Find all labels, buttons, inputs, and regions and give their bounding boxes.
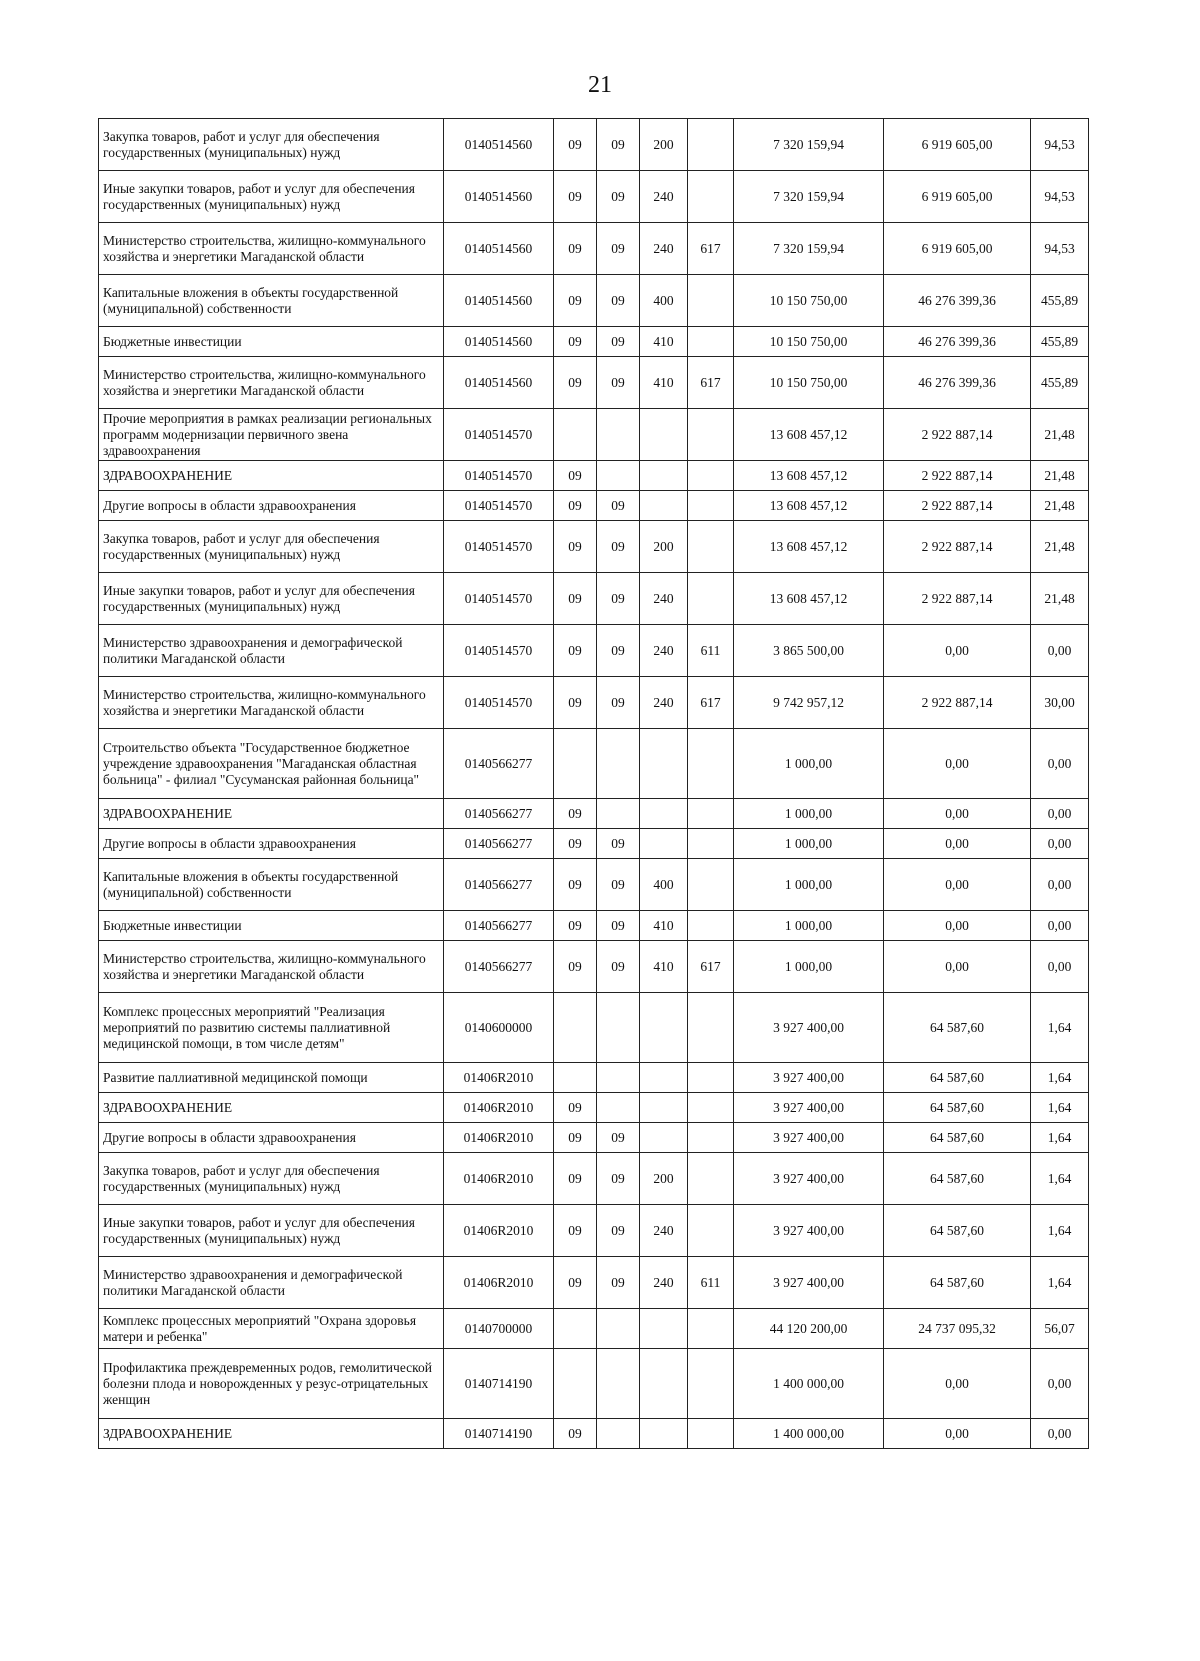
row-name-cell: Комплекс процессных мероприятий "Охрана здоровья матери и ребенка"	[99, 1309, 444, 1349]
expense-type-cell: 240	[640, 171, 688, 223]
table-row	[99, 521, 1089, 573]
execution-percent-cell: 455,89	[1031, 275, 1089, 327]
planned-amount-cell: 3 927 400,00	[734, 993, 884, 1063]
expense-type-cell: 400	[640, 275, 688, 327]
target-code-cell: 01406R2010	[444, 1093, 554, 1123]
target-code-cell: 0140566277	[444, 799, 554, 829]
execution-percent-cell: 0,00	[1031, 941, 1089, 993]
actual-amount-cell: 64 587,60	[884, 1257, 1031, 1309]
row-name-cell: Иные закупки товаров, работ и услуг для обеспечения государственных (муниципальных) нужд	[99, 171, 444, 223]
row-name-cell: Министерство здравоохранения и демографической политики Магаданской области	[99, 625, 444, 677]
actual-amount-cell: 46 276 399,36	[884, 275, 1031, 327]
administrator-cell	[688, 491, 734, 521]
expense-type-cell	[640, 1093, 688, 1123]
subsection-cell: 09	[597, 573, 640, 625]
planned-amount-cell: 13 608 457,12	[734, 409, 884, 461]
administrator-cell	[688, 1419, 734, 1449]
expense-type-cell: 240	[640, 573, 688, 625]
actual-amount-cell: 46 276 399,36	[884, 327, 1031, 357]
section-cell: 09	[554, 573, 597, 625]
subsection-cell: 09	[597, 1153, 640, 1205]
actual-amount-cell: 6 919 605,00	[884, 223, 1031, 275]
expense-type-cell	[640, 1063, 688, 1093]
subsection-cell: 09	[597, 1205, 640, 1257]
section-cell: 09	[554, 941, 597, 993]
table-body	[99, 119, 1089, 1449]
expense-type-cell	[640, 729, 688, 799]
expense-type-cell	[640, 1123, 688, 1153]
administrator-cell	[688, 521, 734, 573]
table-row	[99, 1309, 1089, 1349]
section-cell: 09	[554, 1153, 597, 1205]
expense-type-cell: 400	[640, 859, 688, 911]
subsection-cell	[597, 993, 640, 1063]
table-row	[99, 357, 1089, 409]
table-row	[99, 829, 1089, 859]
actual-amount-cell: 2 922 887,14	[884, 409, 1031, 461]
expense-type-cell: 200	[640, 1153, 688, 1205]
target-code-cell: 01406R2010	[444, 1257, 554, 1309]
planned-amount-cell: 7 320 159,94	[734, 223, 884, 275]
expense-type-cell	[640, 1349, 688, 1419]
subsection-cell	[597, 1093, 640, 1123]
section-cell: 09	[554, 829, 597, 859]
table-row	[99, 1123, 1089, 1153]
target-code-cell: 0140514570	[444, 625, 554, 677]
administrator-cell	[688, 1093, 734, 1123]
execution-percent-cell: 1,64	[1031, 1123, 1089, 1153]
row-name-cell: Капитальные вложения в объекты государственной (муниципальной) собственности	[99, 275, 444, 327]
execution-percent-cell: 0,00	[1031, 625, 1089, 677]
expense-type-cell: 410	[640, 941, 688, 993]
expense-type-cell	[640, 829, 688, 859]
administrator-cell	[688, 275, 734, 327]
target-code-cell: 0140714190	[444, 1349, 554, 1419]
table-row	[99, 327, 1089, 357]
section-cell	[554, 409, 597, 461]
row-name-cell: Бюджетные инвестиции	[99, 327, 444, 357]
target-code-cell: 0140566277	[444, 859, 554, 911]
administrator-cell	[688, 327, 734, 357]
table-row	[99, 223, 1089, 275]
subsection-cell: 09	[597, 275, 640, 327]
target-code-cell: 0140514560	[444, 119, 554, 171]
table-row	[99, 491, 1089, 521]
actual-amount-cell: 2 922 887,14	[884, 677, 1031, 729]
expense-type-cell: 240	[640, 625, 688, 677]
planned-amount-cell: 13 608 457,12	[734, 461, 884, 491]
planned-amount-cell: 44 120 200,00	[734, 1309, 884, 1349]
target-code-cell: 0140514570	[444, 409, 554, 461]
administrator-cell	[688, 1309, 734, 1349]
expense-type-cell	[640, 409, 688, 461]
planned-amount-cell: 3 927 400,00	[734, 1123, 884, 1153]
target-code-cell: 0140600000	[444, 993, 554, 1063]
section-cell: 09	[554, 1205, 597, 1257]
planned-amount-cell: 10 150 750,00	[734, 357, 884, 409]
actual-amount-cell: 64 587,60	[884, 1153, 1031, 1205]
actual-amount-cell: 64 587,60	[884, 993, 1031, 1063]
section-cell	[554, 1349, 597, 1419]
actual-amount-cell: 0,00	[884, 911, 1031, 941]
administrator-cell: 617	[688, 357, 734, 409]
actual-amount-cell: 0,00	[884, 729, 1031, 799]
section-cell: 09	[554, 677, 597, 729]
execution-percent-cell: 30,00	[1031, 677, 1089, 729]
expense-type-cell	[640, 993, 688, 1063]
execution-percent-cell: 21,48	[1031, 409, 1089, 461]
execution-percent-cell: 0,00	[1031, 911, 1089, 941]
row-name-cell: Министерство строительства, жилищно-коммунального хозяйства и энергетики Магаданской области	[99, 941, 444, 993]
section-cell: 09	[554, 491, 597, 521]
subsection-cell	[597, 1349, 640, 1419]
subsection-cell: 09	[597, 911, 640, 941]
planned-amount-cell: 13 608 457,12	[734, 573, 884, 625]
target-code-cell: 0140566277	[444, 829, 554, 859]
execution-percent-cell: 1,64	[1031, 1257, 1089, 1309]
target-code-cell: 0140514570	[444, 677, 554, 729]
table-row	[99, 625, 1089, 677]
subsection-cell: 09	[597, 327, 640, 357]
administrator-cell	[688, 461, 734, 491]
administrator-cell	[688, 911, 734, 941]
actual-amount-cell: 0,00	[884, 859, 1031, 911]
execution-percent-cell: 1,64	[1031, 993, 1089, 1063]
target-code-cell: 0140714190	[444, 1419, 554, 1449]
administrator-cell	[688, 859, 734, 911]
planned-amount-cell: 3 927 400,00	[734, 1063, 884, 1093]
execution-percent-cell: 21,48	[1031, 573, 1089, 625]
expense-type-cell	[640, 491, 688, 521]
row-name-cell: Комплекс процессных мероприятий "Реализация мероприятий по развитию системы паллиативной медицинской помощи, в том числе детям"	[99, 993, 444, 1063]
target-code-cell: 0140514560	[444, 223, 554, 275]
expense-type-cell	[640, 461, 688, 491]
execution-percent-cell: 455,89	[1031, 327, 1089, 357]
planned-amount-cell: 1 400 000,00	[734, 1349, 884, 1419]
section-cell: 09	[554, 461, 597, 491]
subsection-cell: 09	[597, 1257, 640, 1309]
planned-amount-cell: 10 150 750,00	[734, 275, 884, 327]
actual-amount-cell: 6 919 605,00	[884, 119, 1031, 171]
row-name-cell: Министерство здравоохранения и демографической политики Магаданской области	[99, 1257, 444, 1309]
section-cell: 09	[554, 275, 597, 327]
table-row	[99, 119, 1089, 171]
actual-amount-cell: 24 737 095,32	[884, 1309, 1031, 1349]
expense-type-cell: 240	[640, 223, 688, 275]
section-cell: 09	[554, 625, 597, 677]
expense-type-cell: 200	[640, 521, 688, 573]
section-cell	[554, 1309, 597, 1349]
execution-percent-cell: 0,00	[1031, 859, 1089, 911]
row-name-cell: Другие вопросы в области здравоохранения	[99, 1123, 444, 1153]
actual-amount-cell: 64 587,60	[884, 1063, 1031, 1093]
table-row	[99, 1349, 1089, 1419]
page-number: 21	[588, 72, 612, 98]
section-cell	[554, 993, 597, 1063]
table-row	[99, 1153, 1089, 1205]
planned-amount-cell: 9 742 957,12	[734, 677, 884, 729]
actual-amount-cell: 0,00	[884, 625, 1031, 677]
subsection-cell: 09	[597, 491, 640, 521]
execution-percent-cell: 0,00	[1031, 1419, 1089, 1449]
expense-type-cell	[640, 1419, 688, 1449]
planned-amount-cell: 1 000,00	[734, 911, 884, 941]
actual-amount-cell: 2 922 887,14	[884, 491, 1031, 521]
section-cell: 09	[554, 911, 597, 941]
row-name-cell: Бюджетные инвестиции	[99, 911, 444, 941]
row-name-cell: Развитие паллиативной медицинской помощи	[99, 1063, 444, 1093]
subsection-cell	[597, 1419, 640, 1449]
actual-amount-cell: 64 587,60	[884, 1093, 1031, 1123]
planned-amount-cell: 1 400 000,00	[734, 1419, 884, 1449]
execution-percent-cell: 21,48	[1031, 461, 1089, 491]
table-row	[99, 911, 1089, 941]
row-name-cell: Закупка товаров, работ и услуг для обеспечения государственных (муниципальных) нужд	[99, 1153, 444, 1205]
row-name-cell: Министерство строительства, жилищно-коммунального хозяйства и энергетики Магаданской области	[99, 223, 444, 275]
administrator-cell: 611	[688, 625, 734, 677]
planned-amount-cell: 3 927 400,00	[734, 1153, 884, 1205]
section-cell: 09	[554, 1093, 597, 1123]
row-name-cell: ЗДРАВООХРАНЕНИЕ	[99, 461, 444, 491]
execution-percent-cell: 0,00	[1031, 1349, 1089, 1419]
actual-amount-cell: 0,00	[884, 829, 1031, 859]
table-row	[99, 409, 1089, 461]
table-row	[99, 1257, 1089, 1309]
planned-amount-cell: 1 000,00	[734, 941, 884, 993]
subsection-cell	[597, 409, 640, 461]
subsection-cell	[597, 729, 640, 799]
target-code-cell: 0140514570	[444, 461, 554, 491]
row-name-cell: Строительство объекта "Государственное бюджетное учреждение здравоохранения "Магаданская областная больница" - филиал "Сусуманская районная больница"	[99, 729, 444, 799]
row-name-cell: Другие вопросы в области здравоохранения	[99, 829, 444, 859]
actual-amount-cell: 64 587,60	[884, 1205, 1031, 1257]
subsection-cell: 09	[597, 829, 640, 859]
subsection-cell: 09	[597, 521, 640, 573]
row-name-cell: Иные закупки товаров, работ и услуг для обеспечения государственных (муниципальных) нужд	[99, 1205, 444, 1257]
execution-percent-cell: 56,07	[1031, 1309, 1089, 1349]
section-cell: 09	[554, 357, 597, 409]
actual-amount-cell: 0,00	[884, 799, 1031, 829]
section-cell: 09	[554, 1257, 597, 1309]
table-row	[99, 1063, 1089, 1093]
actual-amount-cell: 0,00	[884, 1419, 1031, 1449]
actual-amount-cell: 2 922 887,14	[884, 521, 1031, 573]
planned-amount-cell: 13 608 457,12	[734, 491, 884, 521]
execution-percent-cell: 1,64	[1031, 1063, 1089, 1093]
table-row	[99, 573, 1089, 625]
table-row	[99, 859, 1089, 911]
planned-amount-cell: 1 000,00	[734, 829, 884, 859]
execution-percent-cell: 0,00	[1031, 729, 1089, 799]
planned-amount-cell: 1 000,00	[734, 799, 884, 829]
section-cell	[554, 1063, 597, 1093]
execution-percent-cell: 1,64	[1031, 1093, 1089, 1123]
planned-amount-cell: 3 927 400,00	[734, 1093, 884, 1123]
execution-percent-cell: 94,53	[1031, 223, 1089, 275]
execution-percent-cell: 94,53	[1031, 119, 1089, 171]
administrator-cell: 617	[688, 941, 734, 993]
execution-percent-cell: 21,48	[1031, 521, 1089, 573]
administrator-cell: 617	[688, 677, 734, 729]
target-code-cell: 0140700000	[444, 1309, 554, 1349]
target-code-cell: 0140566277	[444, 729, 554, 799]
section-cell: 09	[554, 799, 597, 829]
expense-type-cell	[640, 799, 688, 829]
administrator-cell: 617	[688, 223, 734, 275]
planned-amount-cell: 3 927 400,00	[734, 1257, 884, 1309]
section-cell: 09	[554, 859, 597, 911]
row-name-cell: Профилактика преждевременных родов, гемолитической болезни плода и новорожденных у резус-отрицательных женщин	[99, 1349, 444, 1419]
subsection-cell	[597, 1063, 640, 1093]
subsection-cell: 09	[597, 941, 640, 993]
table-row	[99, 171, 1089, 223]
row-name-cell: Министерство строительства, жилищно-коммунального хозяйства и энергетики Магаданской области	[99, 357, 444, 409]
expense-type-cell: 240	[640, 1257, 688, 1309]
planned-amount-cell: 10 150 750,00	[734, 327, 884, 357]
subsection-cell: 09	[597, 1123, 640, 1153]
target-code-cell: 0140514560	[444, 171, 554, 223]
planned-amount-cell: 3 927 400,00	[734, 1205, 884, 1257]
row-name-cell: ЗДРАВООХРАНЕНИЕ	[99, 1419, 444, 1449]
administrator-cell: 611	[688, 1257, 734, 1309]
subsection-cell: 09	[597, 357, 640, 409]
administrator-cell	[688, 729, 734, 799]
expense-type-cell: 410	[640, 357, 688, 409]
section-cell: 09	[554, 1419, 597, 1449]
target-code-cell: 0140566277	[444, 941, 554, 993]
execution-percent-cell: 1,64	[1031, 1153, 1089, 1205]
expense-type-cell: 240	[640, 677, 688, 729]
administrator-cell	[688, 799, 734, 829]
table-row	[99, 993, 1089, 1063]
planned-amount-cell: 7 320 159,94	[734, 171, 884, 223]
administrator-cell	[688, 1349, 734, 1419]
expense-type-cell: 200	[640, 119, 688, 171]
administrator-cell	[688, 1205, 734, 1257]
row-name-cell: Иные закупки товаров, работ и услуг для обеспечения государственных (муниципальных) нужд	[99, 573, 444, 625]
section-cell	[554, 729, 597, 799]
row-name-cell: ЗДРАВООХРАНЕНИЕ	[99, 799, 444, 829]
section-cell: 09	[554, 119, 597, 171]
table-row	[99, 275, 1089, 327]
actual-amount-cell: 6 919 605,00	[884, 171, 1031, 223]
subsection-cell: 09	[597, 119, 640, 171]
target-code-cell: 0140514560	[444, 357, 554, 409]
planned-amount-cell: 1 000,00	[734, 729, 884, 799]
row-name-cell: Капитальные вложения в объекты государственной (муниципальной) собственности	[99, 859, 444, 911]
administrator-cell	[688, 171, 734, 223]
expense-type-cell: 410	[640, 327, 688, 357]
expense-type-cell	[640, 1309, 688, 1349]
planned-amount-cell: 13 608 457,12	[734, 521, 884, 573]
row-name-cell: Другие вопросы в области здравоохранения	[99, 491, 444, 521]
target-code-cell: 0140514570	[444, 573, 554, 625]
subsection-cell: 09	[597, 625, 640, 677]
target-code-cell: 01406R2010	[444, 1063, 554, 1093]
row-name-cell: Министерство строительства, жилищно-коммунального хозяйства и энергетики Магаданской области	[99, 677, 444, 729]
subsection-cell	[597, 461, 640, 491]
actual-amount-cell: 2 922 887,14	[884, 461, 1031, 491]
target-code-cell: 0140514560	[444, 327, 554, 357]
administrator-cell	[688, 409, 734, 461]
planned-amount-cell: 3 865 500,00	[734, 625, 884, 677]
administrator-cell	[688, 1123, 734, 1153]
execution-percent-cell: 94,53	[1031, 171, 1089, 223]
execution-percent-cell: 21,48	[1031, 491, 1089, 521]
section-cell: 09	[554, 1123, 597, 1153]
target-code-cell: 0140514570	[444, 491, 554, 521]
execution-percent-cell: 1,64	[1031, 1205, 1089, 1257]
subsection-cell: 09	[597, 677, 640, 729]
planned-amount-cell: 1 000,00	[734, 859, 884, 911]
subsection-cell	[597, 799, 640, 829]
expense-type-cell: 410	[640, 911, 688, 941]
actual-amount-cell: 2 922 887,14	[884, 573, 1031, 625]
target-code-cell: 0140514570	[444, 521, 554, 573]
subsection-cell	[597, 1309, 640, 1349]
table-row	[99, 799, 1089, 829]
administrator-cell	[688, 993, 734, 1063]
actual-amount-cell: 0,00	[884, 1349, 1031, 1419]
section-cell: 09	[554, 521, 597, 573]
subsection-cell: 09	[597, 171, 640, 223]
execution-percent-cell: 0,00	[1031, 799, 1089, 829]
planned-amount-cell: 7 320 159,94	[734, 119, 884, 171]
execution-percent-cell: 455,89	[1031, 357, 1089, 409]
section-cell: 09	[554, 223, 597, 275]
subsection-cell: 09	[597, 223, 640, 275]
section-cell: 09	[554, 327, 597, 357]
table-row	[99, 461, 1089, 491]
target-code-cell: 01406R2010	[444, 1205, 554, 1257]
actual-amount-cell: 64 587,60	[884, 1123, 1031, 1153]
budget-table	[98, 118, 1089, 1449]
row-name-cell: Закупка товаров, работ и услуг для обеспечения государственных (муниципальных) нужд	[99, 119, 444, 171]
target-code-cell: 0140514560	[444, 275, 554, 327]
row-name-cell: ЗДРАВООХРАНЕНИЕ	[99, 1093, 444, 1123]
administrator-cell	[688, 1063, 734, 1093]
table-row	[99, 1419, 1089, 1449]
subsection-cell: 09	[597, 859, 640, 911]
table-row	[99, 677, 1089, 729]
administrator-cell	[688, 119, 734, 171]
target-code-cell: 01406R2010	[444, 1153, 554, 1205]
administrator-cell	[688, 573, 734, 625]
table-row	[99, 1205, 1089, 1257]
table-row	[99, 1093, 1089, 1123]
target-code-cell: 0140566277	[444, 911, 554, 941]
row-name-cell: Закупка товаров, работ и услуг для обеспечения государственных (муниципальных) нужд	[99, 521, 444, 573]
table-row	[99, 941, 1089, 993]
table-row	[99, 729, 1089, 799]
administrator-cell	[688, 829, 734, 859]
actual-amount-cell: 46 276 399,36	[884, 357, 1031, 409]
section-cell: 09	[554, 171, 597, 223]
administrator-cell	[688, 1153, 734, 1205]
execution-percent-cell: 0,00	[1031, 829, 1089, 859]
actual-amount-cell: 0,00	[884, 941, 1031, 993]
target-code-cell: 01406R2010	[444, 1123, 554, 1153]
expense-type-cell: 240	[640, 1205, 688, 1257]
row-name-cell: Прочие мероприятия в рамках реализации региональных программ модернизации первичного звена здравоохранения	[99, 409, 444, 461]
